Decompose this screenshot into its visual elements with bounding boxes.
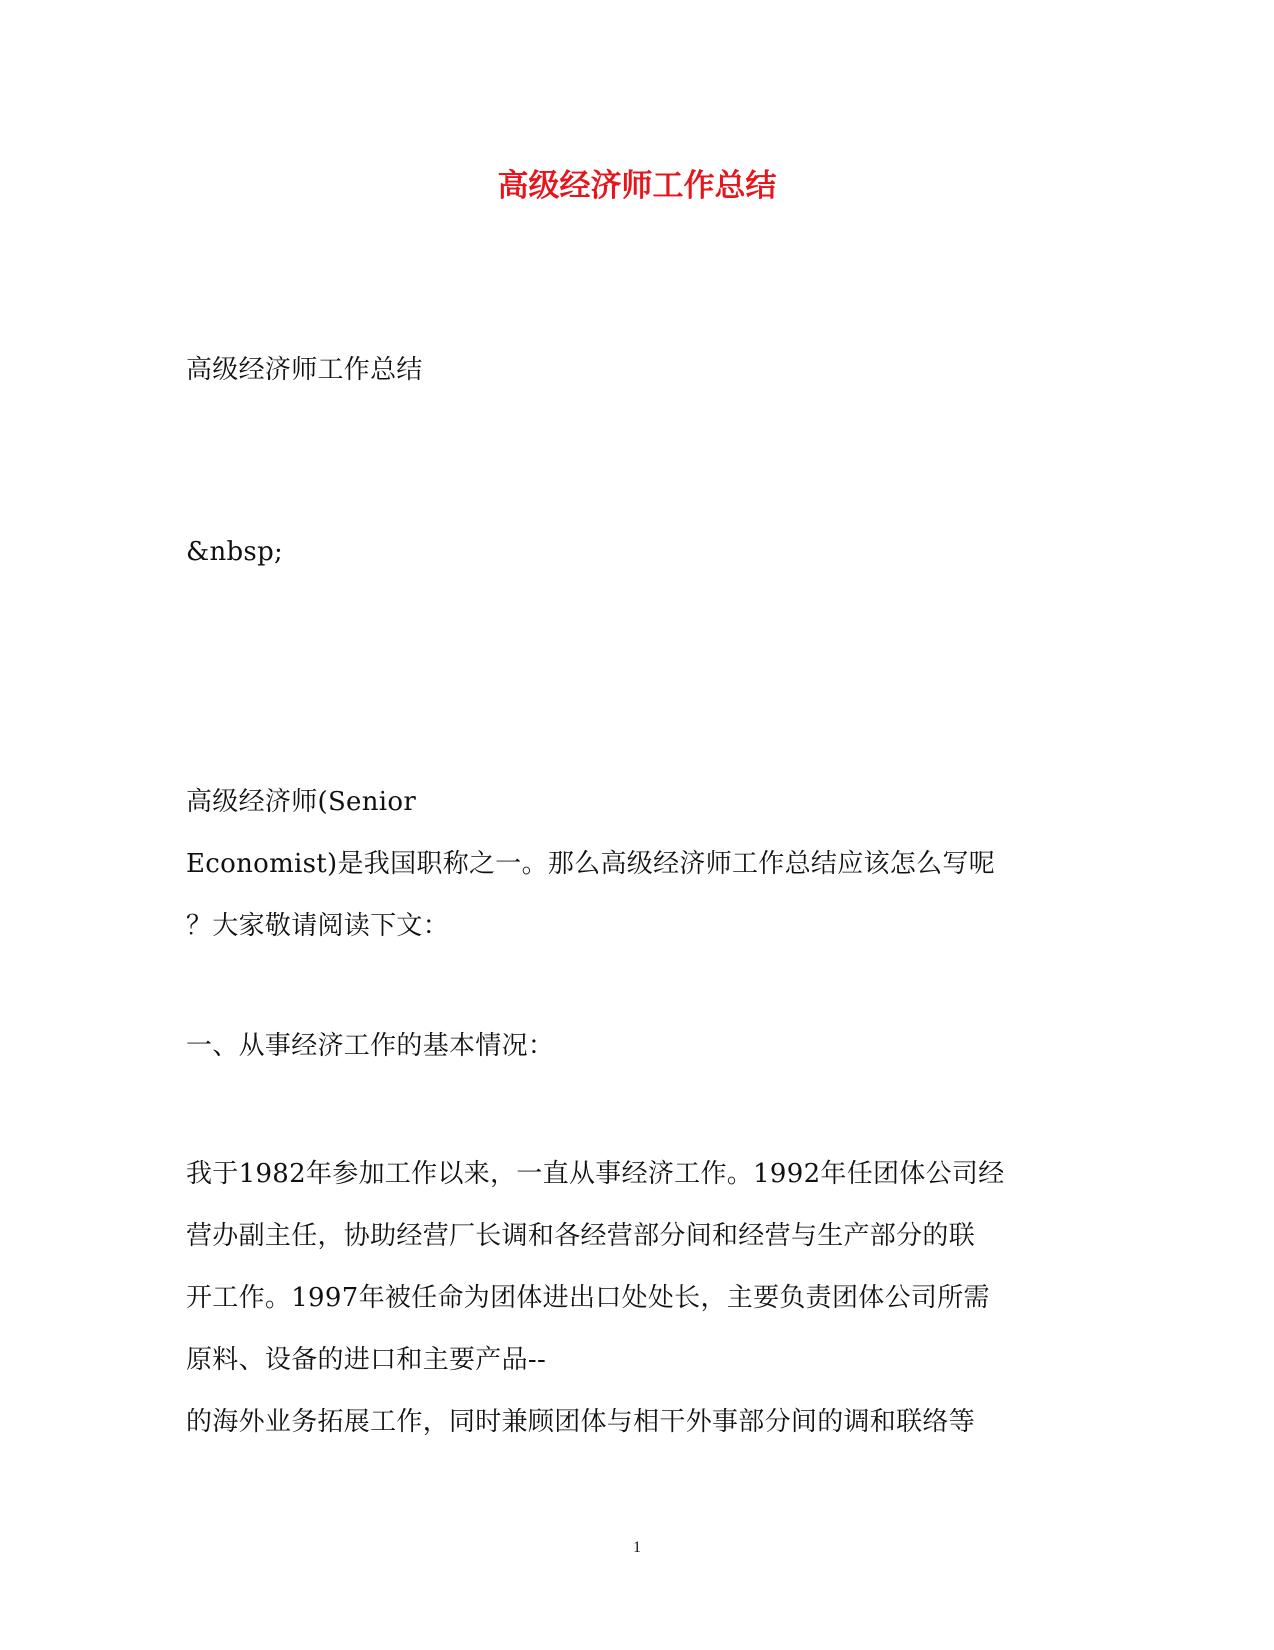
intro-line: ？大家敬请阅读下文： — [186, 911, 450, 941]
body-line: 原料、设备的进口和主要产品-- — [186, 1345, 547, 1375]
body-line: 开工作。1997年被任命为团体进出口处处长，主要负责团体公司所需 — [186, 1283, 990, 1313]
body-line: 我于1982年参加工作以来，一直从事经济工作。1992年任团体公司经 — [186, 1159, 1005, 1189]
page-number: 1 — [633, 1539, 641, 1556]
section-heading: 一、从事经济工作的基本情况： — [186, 1031, 555, 1061]
document-title: 高级经济师工作总结 — [497, 168, 777, 204]
nbsp-text: &nbsp; — [186, 537, 284, 567]
intro-line: Economist)是我国职称之一。那么高级经济师工作总结应该怎么写呢 — [186, 849, 995, 879]
body-line: 的海外业务拓展工作，同时兼顾团体与相干外事部分间的调和联络等 — [186, 1407, 976, 1437]
body-line: 营办副主任，协助经营厂长调和各经营部分间和经营与生产部分的联 — [186, 1221, 976, 1251]
document-subtitle: 高级经济师工作总结 — [186, 355, 423, 385]
intro-line: 高级经济师(Senior — [186, 787, 417, 817]
